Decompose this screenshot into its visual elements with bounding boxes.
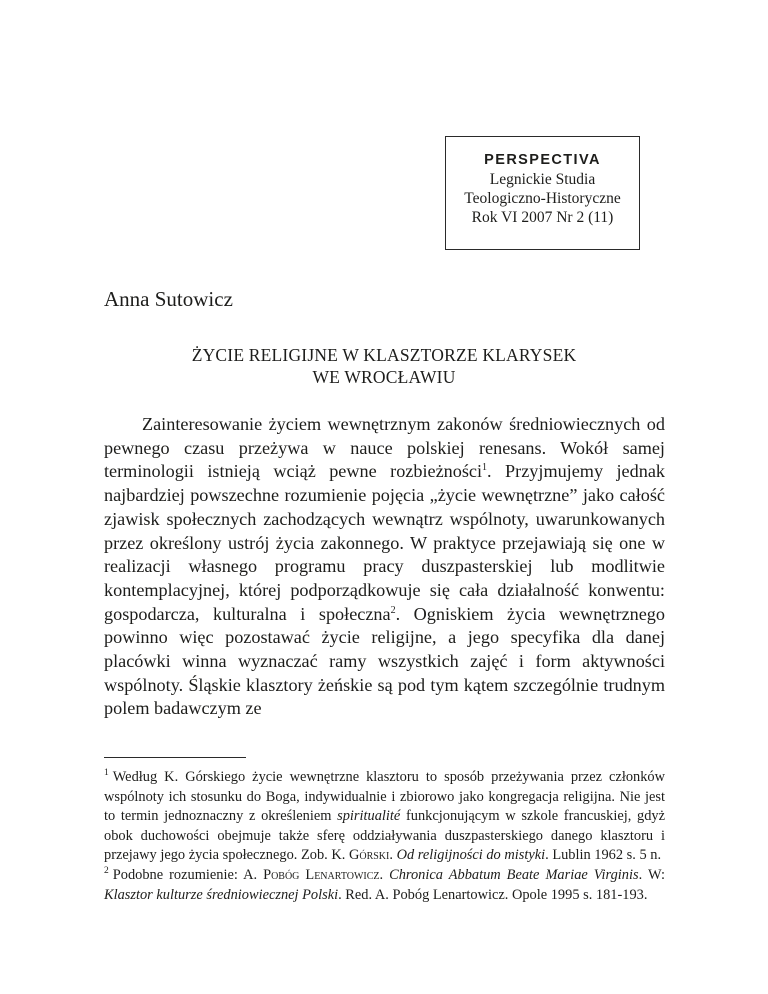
footnote-1 (104, 768, 665, 866)
footnote-1-text-b: funkcjonującym w szkole francuskiej, gdyż obok duchowości obejmuje także sferę oddziaływania duszpasterskiego danego klasztoru i przejawy jego życia społecznego. Zob. K. (104, 808, 665, 864)
journal-info-box (445, 136, 640, 250)
footnote-ref-1: 1 (482, 462, 488, 474)
body-text-part-1: Zainteresowanie życiem wewnętrznym zakonów średniowiecznych od pewnego czasu przeżywa w nauce polskiej renesans. Wokół samej terminologii istnieją wciąż pewne rozbieżności (104, 414, 665, 482)
footnote-1-book-title: Od religijności do mistyki (396, 847, 546, 864)
footnote-1-number: 1 (104, 768, 109, 779)
footnote-2-text-d: . Red. A. Pobóg Lenartowicz. Opole 1995 s. 181-193. (338, 886, 648, 903)
article-author: Anna Sutowicz (104, 287, 233, 311)
footnote-1-italic-term: spiritualité (337, 808, 401, 825)
article-title-line-1: ŻYCIE RELIGIJNE W KLASZTORZE KLARYSEK (191, 345, 577, 365)
body-text-part-3: . Ogniskiem życia wewnętrznego powinno więc pozostawać życie religijne, a jego specyfika dla danej placówki winna wyznaczać ramy wszystkich zajęć i form aktywności wspólnoty. Śląskie klasztory żeńskie są pod tym kątem szczególnie trudnym polem badawczym ze (104, 603, 665, 719)
body-text-part-2: . Przyjmujemy jednak najbardziej powszechne rozumienie pojęcia „życie wewnętrzne” jako całość zjawisk społecznych zachodzących wewnątrz wspólnoty, uwarunkowanych przez określony ustrój życia zakonnego. W praktyce przejawiają się one w realizacji własnego programu pracy duszpasterskiej lub modlitwie kontemplacyjnej, której podporządkowuje się cała działalność konwentu: gospodarcza, kulturalna i społeczna (104, 461, 665, 624)
footnote-1-text-c: . (389, 847, 397, 864)
footnote-2-text-a: Podobne rozumienie: A. (112, 866, 264, 883)
footnote-1-text-d: . Lublin 1962 s. 5 n. (545, 847, 662, 864)
journal-subtitle: Teologiczno-Historyczne (464, 190, 621, 207)
footnote-2 (104, 866, 665, 905)
journal-series: Legnickie Studia (489, 171, 596, 188)
footnote-2-work-title: Chronica Abbatum Beate Mariae Virginis (389, 866, 639, 883)
footnote-2-text-c: . W: (638, 866, 665, 883)
body-paragraph (104, 413, 665, 721)
footnote-2-book-title: Klasztor kulturze średniowiecznej Polski (104, 886, 339, 903)
journal-issue: Rok VI 2007 Nr 2 (11) (471, 209, 614, 226)
footnote-1-text-a: Według K. Górskiego życie wewnętrzne klasztoru to sposób przeżywania przez członków wspólnoty ich stosunku do Boga, indywidualnie i zbiorowo jako kongregacja religijna. Nie jest to termin jednoznaczny z określeniem (104, 769, 665, 825)
journal-name: PERSPECTIVA (484, 152, 601, 168)
footnote-separator (104, 757, 246, 758)
article-title-line-2: WE WROCŁAWIU (312, 367, 456, 387)
footnotes (104, 768, 665, 905)
footnote-ref-2: 2 (390, 604, 396, 616)
footnote-1-author: Górski (348, 847, 390, 864)
footnote-2-number: 2 (104, 866, 109, 877)
footnote-2-text-b: . (379, 866, 390, 883)
footnote-2-author: Pobóg Lenartowicz (263, 866, 380, 883)
article-title (104, 344, 664, 388)
